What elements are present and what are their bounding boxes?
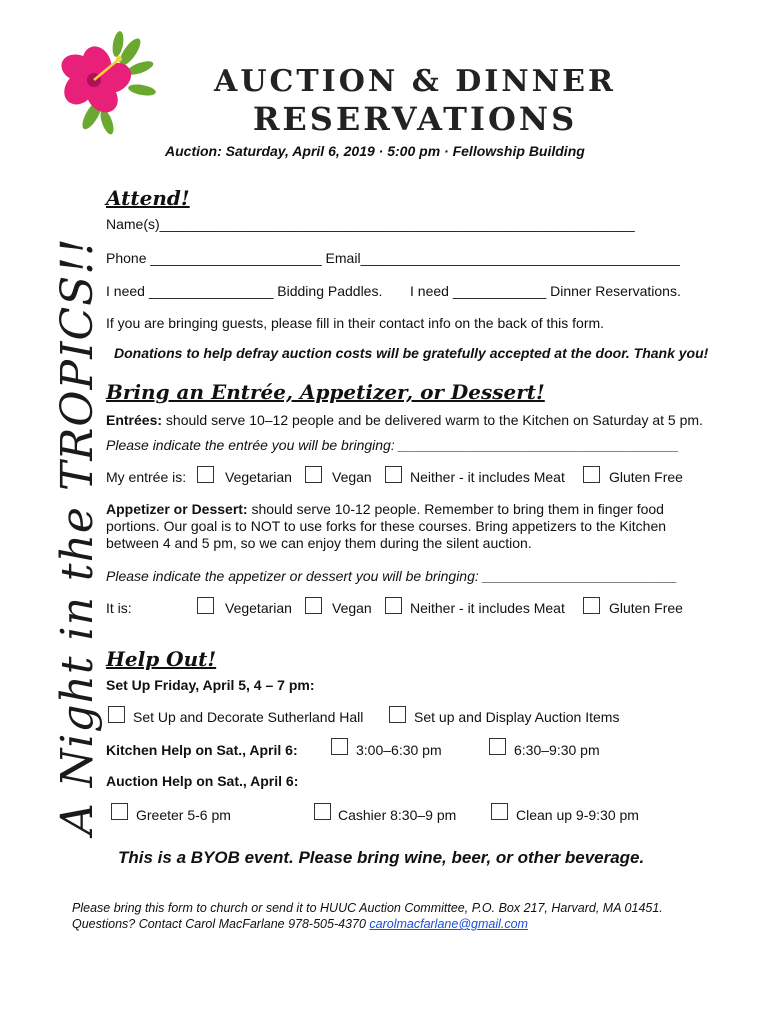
appetizer-vegetarian-label: Vegetarian — [225, 600, 292, 616]
entree-vegan-checkbox[interactable] — [305, 466, 322, 483]
cleanup-checkbox[interactable] — [491, 803, 508, 820]
setup-decorate-label: Set Up and Decorate Sutherland Hall — [133, 709, 364, 725]
kitchen-late-label: 6:30–9:30 pm — [514, 742, 600, 758]
cleanup-label: Clean up 9-9:30 pm — [516, 807, 639, 823]
names-field[interactable]: Name(s)_____________________________________________________________ — [106, 216, 635, 232]
hibiscus-flower-logo — [52, 30, 162, 135]
contact-email-link[interactable]: carolmacfarlane@gmail.com — [369, 917, 528, 931]
footer-instructions: Please bring this form to church or send it to HUUC Auction Committee, P.O. Box 217, Harvard, MA 01451. — [72, 901, 663, 915]
help-heading: Help Out! — [106, 647, 217, 671]
kitchen-early-label: 3:00–6:30 pm — [356, 742, 442, 758]
entree-prompt-field[interactable]: Please indicate the entrée you will be bringing: ____________________________________ — [106, 437, 679, 453]
appetizer-text: should serve 10-12 people. Remember to bring them in finger food portions. Our goal is to NOT to use forks for these courses. Bring appetizers to the Kitchen between 4 and 5 pm, so we can enjoy them during the silent auction. — [106, 501, 667, 551]
cashier-checkbox[interactable] — [314, 803, 331, 820]
title-line-2: RESERVATIONS — [252, 100, 578, 138]
entree-vegetarian-checkbox[interactable] — [197, 466, 214, 483]
footer-contact — [72, 917, 528, 931]
appetizer-gluten-free-checkbox[interactable] — [583, 597, 600, 614]
appetizer-description — [106, 501, 666, 552]
auction-help-label: Auction Help on Sat., April 6: — [106, 773, 299, 789]
dinner-reservations-field[interactable]: I need ____________ Dinner Reservations. — [410, 283, 681, 299]
entree-type-label: My entrée is: — [106, 469, 187, 485]
appetizer-vegan-checkbox[interactable] — [305, 597, 322, 614]
setup-label: Set Up Friday, April 5, 4 – 7 pm: — [106, 677, 315, 693]
entree-gluten-free-label: Gluten Free — [609, 469, 683, 485]
entrees-text: should serve 10–12 people and be delivered warm to the Kitchen on Saturday at 5 pm. — [162, 412, 703, 428]
entrees-label: Entrées: — [106, 412, 163, 428]
appetizer-label: Appetizer or Dessert: — [106, 501, 248, 517]
bidding-paddles-field[interactable]: I need ________________ Bidding Paddles. — [106, 283, 383, 299]
appetizer-prompt-field[interactable]: Please indicate the appetizer or dessert you will be bringing: _________________________ — [106, 568, 678, 584]
donations-note: Donations to help defray auction costs will be gratefully accepted at the door. Thank you! — [114, 345, 709, 361]
entrees-description — [106, 412, 703, 428]
appetizer-vegan-label: Vegan — [332, 600, 372, 616]
bring-heading: Bring an Entrée, Appetizer, or Dessert! — [106, 380, 545, 404]
setup-display-checkbox[interactable] — [389, 706, 406, 723]
kitchen-early-checkbox[interactable] — [331, 738, 348, 755]
byob-notice: This is a BYOB event. Please bring wine, beer, or other beverage. — [118, 848, 645, 867]
entree-vegetarian-label: Vegetarian — [225, 469, 292, 485]
entree-meat-checkbox[interactable] — [385, 466, 402, 483]
kitchen-late-checkbox[interactable] — [489, 738, 506, 755]
kitchen-label: Kitchen Help on Sat., April 6: — [106, 742, 298, 758]
attend-heading: Attend! — [106, 186, 190, 210]
appetizer-meat-checkbox[interactable] — [385, 597, 402, 614]
phone-email-field[interactable]: Phone ______________________ Email_________________________________________ — [106, 250, 680, 266]
appetizer-vegetarian-checkbox[interactable] — [197, 597, 214, 614]
guests-note: If you are bringing guests, please fill in their contact info on the back of this form. — [106, 315, 605, 331]
footer-contact-text: Questions? Contact Carol MacFarlane 978-505-4370 — [72, 917, 370, 931]
entree-gluten-free-checkbox[interactable] — [583, 466, 600, 483]
event-subtitle: Auction: Saturday, April 6, 2019 · 5:00 pm · Fellowship Building — [165, 143, 585, 159]
appetizer-meat-label: Neither - it includes Meat — [410, 600, 565, 616]
greeter-checkbox[interactable] — [111, 803, 128, 820]
entree-meat-label: Neither - it includes Meat — [410, 469, 565, 485]
appetizer-gluten-free-label: Gluten Free — [609, 600, 683, 616]
setup-decorate-checkbox[interactable] — [108, 706, 125, 723]
title-line-1: AUCTION & DINNER — [214, 64, 616, 99]
greeter-label: Greeter 5-6 pm — [136, 807, 231, 823]
setup-display-label: Set up and Display Auction Items — [414, 709, 620, 725]
cashier-label: Cashier 8:30–9 pm — [338, 807, 457, 823]
side-banner-text: A Night in the TROPICS!! — [52, 237, 103, 835]
entree-vegan-label: Vegan — [332, 469, 372, 485]
appetizer-type-label: It is: — [106, 600, 132, 616]
